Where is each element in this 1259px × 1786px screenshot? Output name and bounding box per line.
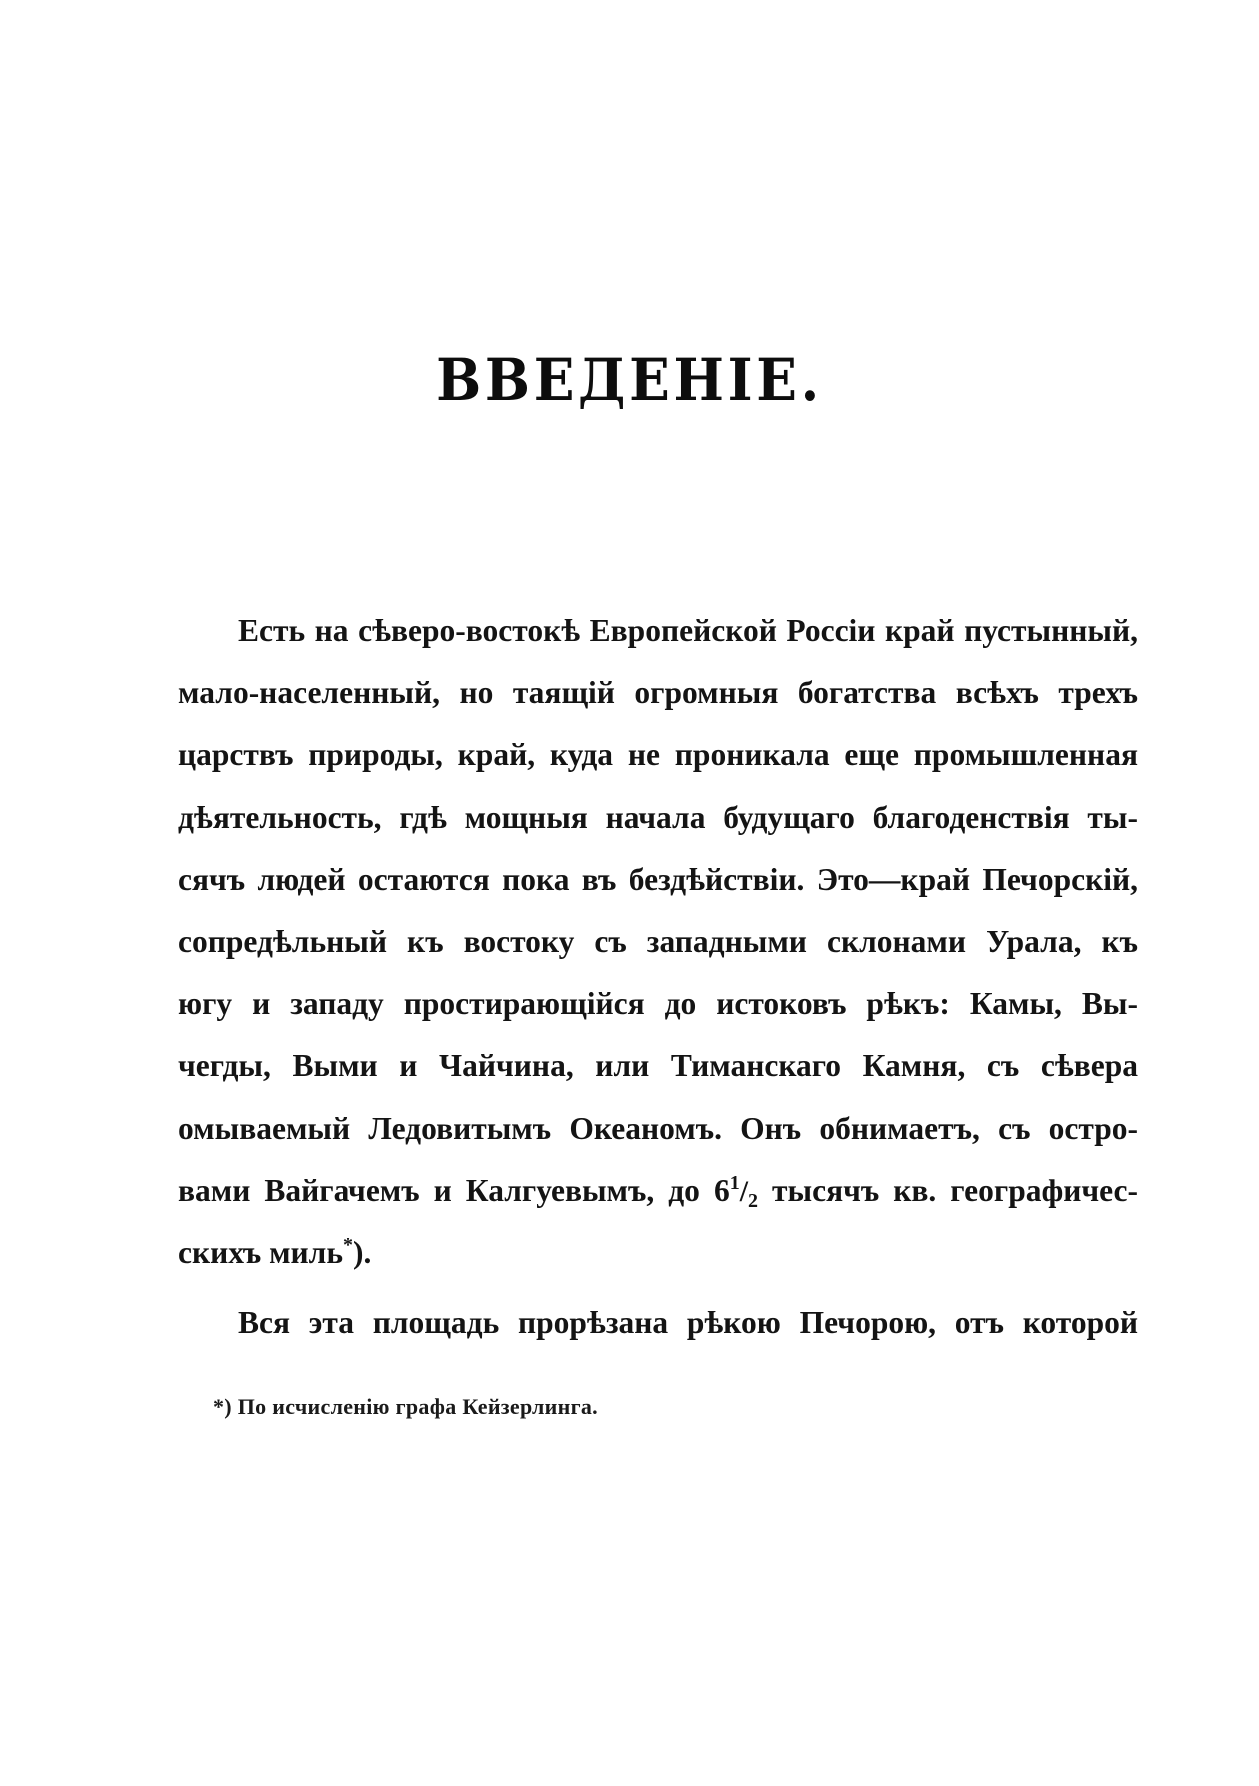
- line-text-before-fraction: вами Вайгачемъ и Калгуевымъ, до: [178, 1172, 714, 1208]
- text-line: мало-населенный, но таящій огромныя богатства всѣхъ трехъ: [178, 675, 1138, 711]
- text-line: Вся эта площадь прорѣзана рѣкою Печорою, отъ которой: [238, 1305, 1138, 1341]
- line-text: скихъ миль: [178, 1234, 344, 1270]
- text-line: царствъ природы, край, куда не проникала еще промышленная: [178, 737, 1138, 773]
- fraction-denominator: 2: [748, 1189, 759, 1212]
- text-line: омываемый Ледовитымъ Океаномъ. Онъ обнимаетъ, съ остро-: [178, 1110, 1138, 1146]
- text-line-with-fraction: [178, 1160, 1138, 1222]
- text-line: сопредѣльный къ востоку съ западными склонами Урала, къ: [178, 923, 1138, 959]
- fraction-numerator: 1: [729, 1171, 740, 1194]
- paragraph-1: [178, 600, 1138, 1284]
- fraction: [713, 1171, 759, 1212]
- footnote-marker: *: [343, 1233, 354, 1256]
- text-line: югу и западу простирающійся до истоковъ рѣкъ: Камы, Вы-: [178, 986, 1138, 1022]
- text-line: Есть на сѣверо-востокѣ Европейской Россіи край пустынный,: [238, 613, 1138, 648]
- line-text-after-fraction: тысячъ кв. географичес-: [758, 1172, 1139, 1208]
- paragraph-2: [178, 1292, 1138, 1354]
- text-line: сячъ людей остаются пока въ бездѣйствіи. Это—край Печорскій,: [178, 861, 1138, 897]
- text-line: дѣятельность, гдѣ мощныя начала будущаго благоденствія ты-: [178, 799, 1138, 835]
- footnote: *) По исчисленію графа Кейзерлинга.: [213, 1394, 598, 1419]
- page-title: ВВЕДЕНІЕ.: [436, 346, 823, 414]
- text-line: чегды, Выми и Чайчина, или Тиманскаго Камня, съ сѣвера: [178, 1048, 1138, 1084]
- body-text: [178, 600, 1138, 1354]
- fraction-whole: 6: [713, 1172, 730, 1208]
- paragraph-gap: [178, 1284, 1138, 1292]
- line-text-end: ).: [353, 1234, 372, 1270]
- fraction-slash: /: [739, 1174, 749, 1208]
- text-line-with-footnote-ref: [178, 1222, 1138, 1284]
